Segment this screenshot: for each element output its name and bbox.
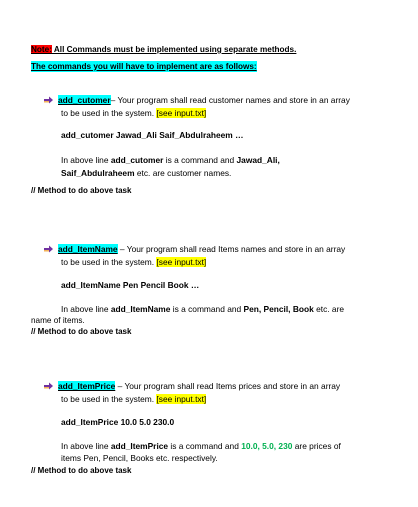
section-2-dash: – xyxy=(117,244,127,254)
section-3-expl-pre: In above line xyxy=(61,441,111,451)
section-2-expl-line-2: name of items. xyxy=(31,316,85,325)
section-1-method-comment: // Method to do above task xyxy=(31,186,132,195)
section-3-expl-line-2: items Pen, Pencil, Books etc. respectively. xyxy=(61,453,218,463)
section-1-dash: – xyxy=(110,95,118,105)
note-text: All Commands must be implemented using separate methods. xyxy=(51,45,297,54)
section-2-method-comment: // Method to do above task xyxy=(31,327,132,336)
section-1-expl-names-2: Saif_Abdulraheem xyxy=(61,168,135,178)
section-3-dash: – xyxy=(115,381,125,391)
section-1-desc-1: Your program shall read customer names and store in an array xyxy=(117,95,350,105)
commands-heading: The commands you will have to implement are as follows: xyxy=(31,62,257,71)
section-1-see-input: [see input.txt] xyxy=(156,108,207,118)
section-1-expl-pre: In above line xyxy=(61,155,111,165)
section-2-command: add_ItemName xyxy=(58,244,118,254)
section-3-bullet-line xyxy=(44,381,340,392)
section-1-desc-line-2 xyxy=(61,108,206,119)
section-1-example: add_cutomer Jawad_Ali Saif_Abdulraheem … xyxy=(61,130,244,140)
section-2-expl-items: Pen, Pencil, Book xyxy=(243,304,314,314)
section-2-bullet-line xyxy=(44,244,345,255)
section-1-expl-names: Jawad_Ali, xyxy=(236,155,280,165)
arrow-bullet-icon xyxy=(44,382,53,390)
section-2-desc-1: Your program shall read Items names and store in an array xyxy=(126,244,346,254)
note-line xyxy=(31,44,296,55)
section-3-command: add_ItemPrice xyxy=(58,381,116,391)
section-1-bullet-line xyxy=(44,95,350,106)
section-2-expl-line-1 xyxy=(61,304,344,315)
section-1-desc-2: to be used in the system. xyxy=(61,108,157,118)
section-3-method-comment: // Method to do above task xyxy=(31,466,132,475)
section-2-expl-cmd: add_ItemName xyxy=(110,304,171,314)
section-2-example: add_ItemName Pen Pencil Book … xyxy=(61,280,200,290)
arrow-bullet-icon xyxy=(44,96,53,104)
note-tag: Note: xyxy=(31,45,52,54)
section-1-expl-line-2 xyxy=(61,168,231,179)
section-1-expl-post: etc. are customer names. xyxy=(134,168,232,178)
section-1-expl-cmd: add_cutomer xyxy=(110,155,164,165)
section-1-expl-mid: is a command and xyxy=(163,155,237,165)
section-3-desc-line-2 xyxy=(61,394,206,405)
section-3-expl-prices: 10.0, 5.0, 230 xyxy=(241,441,293,451)
section-1-expl-line-1 xyxy=(61,155,280,166)
section-1-command: add_cutomer xyxy=(58,95,111,105)
section-2-expl-post: etc. are xyxy=(313,304,345,314)
section-3-desc-1: Your program shall read Items prices and store in an array xyxy=(124,381,341,391)
section-2-desc-2: to be used in the system. xyxy=(61,257,157,267)
section-3-see-input: [see input.txt] xyxy=(156,394,207,404)
section-3-desc-2: to be used in the system. xyxy=(61,394,157,404)
section-3-example: add_ItemPrice 10.0 5.0 230.0 xyxy=(61,417,175,427)
section-2-expl-mid: is a command and xyxy=(170,304,244,314)
section-3-expl-mid: is a command and xyxy=(168,441,242,451)
section-3-expl-post: are prices of xyxy=(292,441,341,451)
arrow-bullet-icon xyxy=(44,245,53,253)
section-2-desc-line-2 xyxy=(61,257,206,268)
section-3-expl-cmd: add_ItemPrice xyxy=(110,441,169,451)
section-2-see-input: [see input.txt] xyxy=(156,257,207,267)
section-3-expl-line-1 xyxy=(61,441,341,452)
section-2-expl-pre: In above line xyxy=(61,304,111,314)
